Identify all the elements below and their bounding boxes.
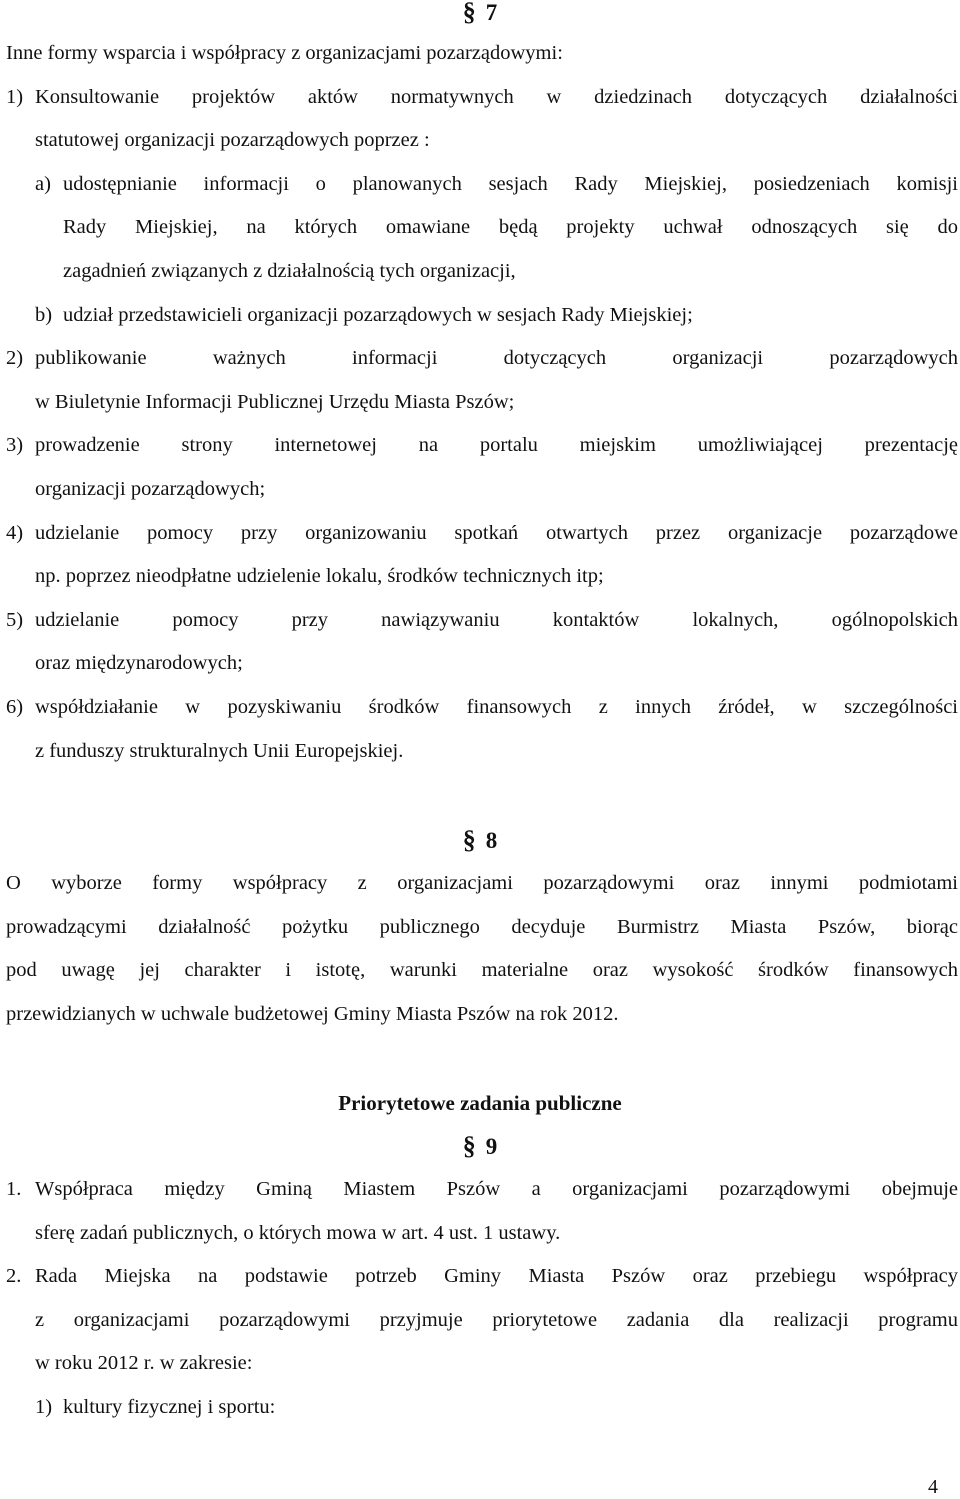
item-text-line: udostępnianie informacji o planowanych sesjach Rady Miejskiej, posiedzeniach komisji: [63, 172, 958, 195]
paragraph-line: pod uwagę jej charakter i istotę, warunki materialne oraz wysokość środków finansowych: [6, 959, 958, 982]
sub-item-b: [6, 294, 958, 338]
section-sign: §: [462, 825, 476, 854]
numbered-paragraph-2: [6, 1255, 958, 1299]
section-7-intro: Inne formy wsparcia i współpracy z organizacjami pozarządowymi:: [6, 42, 563, 64]
item-text-line: zagadnień związanych z działalnością tych organizacji,: [63, 259, 516, 282]
list-item-2: [6, 337, 958, 381]
numbered-paragraph-1: [6, 1168, 958, 1212]
paragraph-line: prowadzącymi działalność pożytku publicznego decyduje Burmistrz Miasta Pszów, biorąc: [6, 915, 958, 938]
item-text-line: sferę zadań publicznych, o których mowa w art. 4 ust. 1 ustawy.: [35, 1221, 561, 1244]
paragraph-line: przewidzianych w uchwale budżetowej Gminy Miasta Pszów na rok 2012.: [6, 1002, 619, 1025]
page-number: 4: [928, 1476, 938, 1498]
section-number: 9: [485, 1134, 498, 1159]
list-item-4: [6, 512, 958, 556]
item-text-line: Konsultowanie projektów aktów normatywnych w dziedzinach dotyczących działalności: [35, 85, 958, 108]
item-text-line: w roku 2012 r. w zakresie:: [35, 1352, 253, 1375]
item-number: 3): [6, 434, 24, 457]
item-number: 6): [6, 695, 24, 718]
item-number: 1): [35, 1395, 53, 1418]
sub-item-a: [6, 163, 958, 207]
section-9-heading: [0, 1132, 960, 1161]
section-7-body: [6, 32, 958, 773]
item-number: 2): [6, 347, 24, 370]
item-number: a): [35, 172, 51, 195]
item-number: 1): [6, 85, 24, 108]
paragraph-line: O wyborze formy współpracy z organizacjami pozarządowymi oraz innymi podmiotami: [6, 872, 958, 894]
item-number: 1.: [6, 1178, 22, 1200]
item-text-line: Współpraca między Gminą Miastem Pszów a organizacjami pozarządowymi obejmuje: [35, 1178, 958, 1200]
item-text-line: organizacji pozarządowych;: [35, 477, 266, 500]
section-number: 8: [485, 828, 498, 853]
section-8-heading: [0, 826, 960, 855]
section-8-body: [6, 862, 958, 1036]
item-number: 4): [6, 521, 24, 544]
section-number: 7: [485, 0, 498, 25]
item-text-line: udział przedstawicieli organizacji pozarządowych w sesjach Rady Miejskiej;: [63, 303, 693, 326]
item-text-line: oraz międzynarodowych;: [35, 652, 243, 675]
section-sign: §: [462, 1131, 476, 1160]
item-text-line: prowadzenie strony internetowej na portalu miejskim umożliwiającej prezentację: [35, 434, 958, 457]
section-9-body: [6, 1168, 958, 1430]
item-number: 5): [6, 608, 24, 631]
item-text-line: Rady Miejskiej, na których omawiane będą projekty uchwał odnoszących się do: [63, 216, 958, 239]
item-number: 2.: [6, 1265, 22, 1288]
item-text-line: w Biuletynie Informacji Publicznej Urzędu Miasta Pszów;: [35, 390, 515, 413]
item-number: b): [35, 303, 53, 326]
item-text-line: udzielanie pomocy przy organizowaniu spotkań otwartych przez organizacje pozarządowe: [35, 521, 958, 544]
item-text-line: z funduszy strukturalnych Unii Europejskiej.: [35, 739, 404, 762]
list-item-1: [6, 76, 958, 120]
item-text-line: Rada Miejska na podstawie potrzeb Gminy Miasta Pszów oraz przebiegu współpracy: [35, 1265, 958, 1288]
sub-item-1: [6, 1386, 958, 1430]
list-item-3: [6, 424, 958, 468]
item-text-line: statutowej organizacji pozarządowych poprzez :: [35, 129, 430, 152]
item-text-line: współdziałanie w pozyskiwaniu środków finansowych z innych źródeł, w szczególności: [35, 695, 958, 718]
section-sign: §: [462, 0, 476, 26]
priority-tasks-heading: Priorytetowe zadania publiczne: [338, 1091, 622, 1115]
item-text-line: z organizacjami pozarządowymi przyjmuje priorytetowe zadania dla realizacji programu: [35, 1308, 958, 1331]
item-text-line: publikowanie ważnych informacji dotyczących organizacji pozarządowych: [35, 347, 958, 370]
item-text-line: np. poprzez nieodpłatne udzielenie lokalu, środków technicznych itp;: [35, 565, 604, 588]
item-text-line: kultury fizycznej i sportu:: [63, 1395, 276, 1418]
list-item-6: [6, 686, 958, 730]
item-text-line: udzielanie pomocy przy nawiązywaniu kontaktów lokalnych, ogólnopolskich: [35, 608, 958, 631]
list-item-5: [6, 599, 958, 643]
section-7-heading: [0, 0, 960, 27]
